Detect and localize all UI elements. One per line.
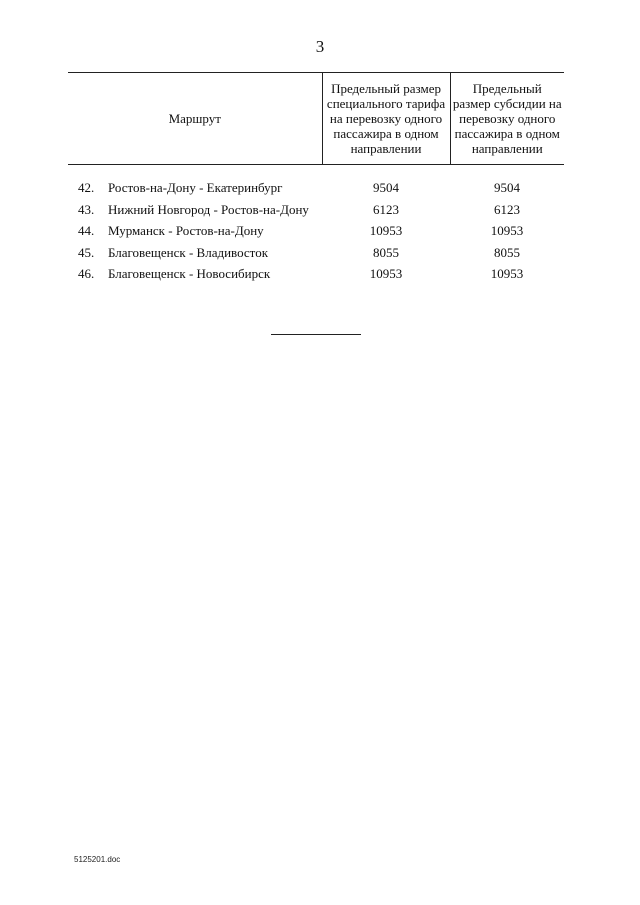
row-tariff: 6123 [373, 201, 400, 217]
row-subsidy: 6123 [494, 201, 521, 217]
table-body [68, 165, 564, 285]
table-row [68, 263, 564, 285]
row-tariff: 10953 [369, 266, 403, 281]
footer-doc-id: 5125201.doc [74, 855, 121, 864]
table-header [68, 73, 564, 165]
table-row [68, 242, 564, 264]
header-tariff: Предельный размер специального тарифа на перевозку одного пассажира в одном направлении [322, 73, 450, 165]
table-row [68, 199, 564, 221]
row-tariff: 10953 [369, 223, 403, 238]
header-subsidy: Предельный размер субсидии на перевозку одного пассажира в одном направлении [450, 73, 564, 165]
row-route: Нижний Новгород - Ростов-на-Дону [108, 201, 309, 217]
row-number: 42. [78, 180, 95, 195]
row-tariff: 8055 [373, 244, 400, 260]
row-route: Ростов-на-Дону - Екатеринбург [108, 180, 283, 195]
row-subsidy: 10953 [490, 266, 524, 281]
row-tariff: 9504 [373, 180, 400, 195]
table-row [68, 165, 564, 199]
table-row [68, 220, 564, 242]
row-subsidy: 8055 [494, 244, 521, 260]
row-number: 45. [78, 244, 95, 260]
row-route: Благовещенск - Новосибирск [108, 266, 271, 281]
row-subsidy: 10953 [490, 223, 524, 238]
row-route: Мурманск - Ростов-на-Дону [108, 223, 264, 238]
row-route: Благовещенск - Владивосток [108, 244, 269, 260]
row-number: 44. [78, 223, 95, 238]
row-subsidy: 9504 [494, 180, 521, 195]
header-route: Маршрут [68, 73, 322, 165]
page-number: 3 [315, 37, 325, 56]
tariff-table [68, 72, 564, 285]
end-of-document-rule [271, 334, 361, 335]
row-number: 43. [78, 201, 95, 217]
row-number: 46. [78, 266, 95, 281]
